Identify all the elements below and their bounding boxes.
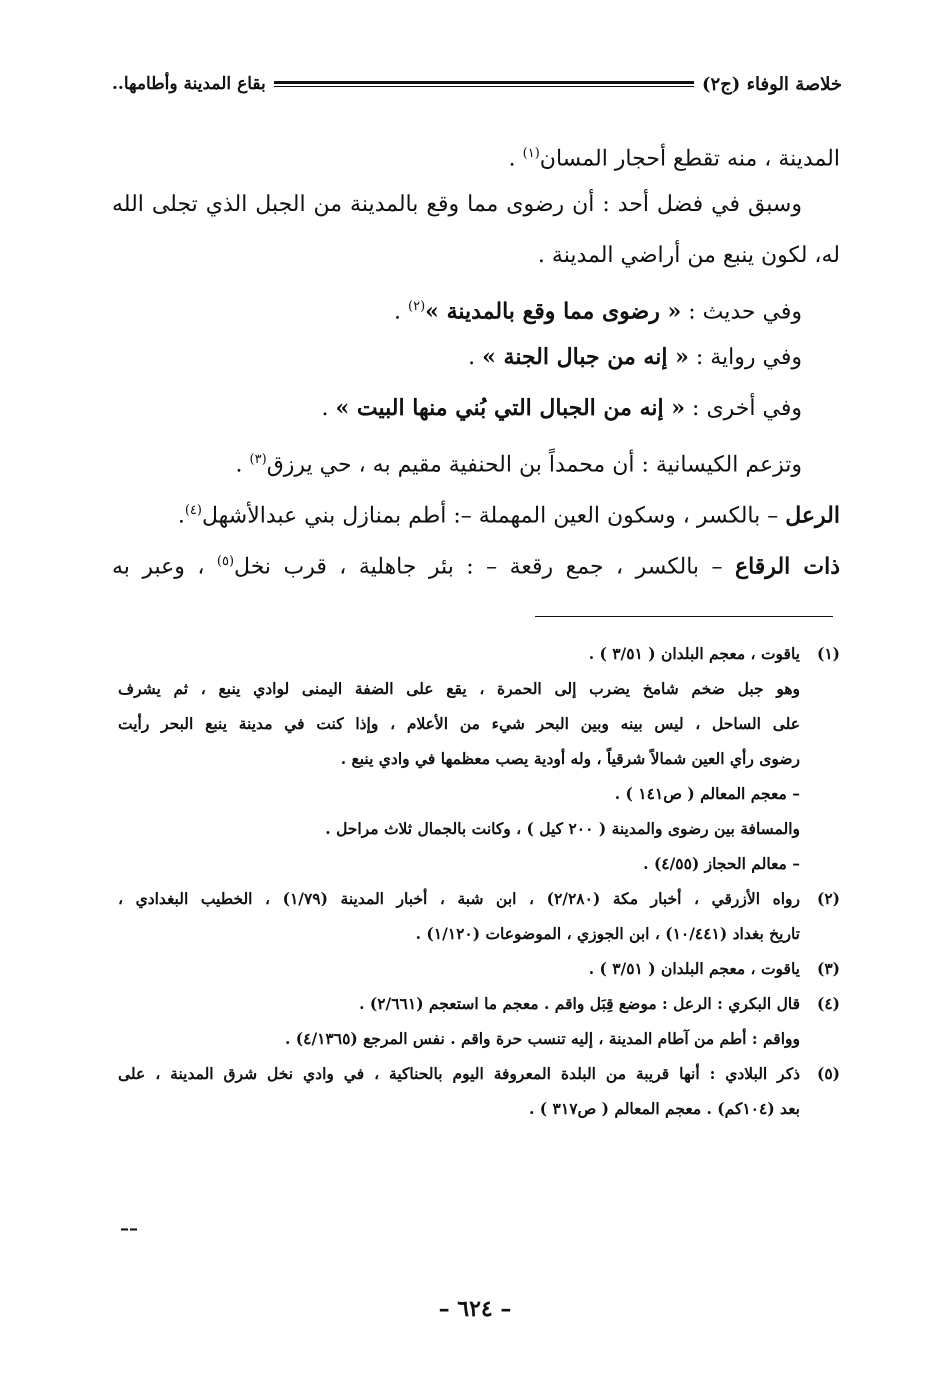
text-run: وفي أخرى : <box>685 396 802 421</box>
footnotes <box>118 636 840 1126</box>
text-run: « إنه من جبال الجنة » <box>482 344 689 370</box>
text-run: وتزعم الكيسانية : أن محمداً بن الحنفية مقيم به ، حي يرزق <box>266 452 802 478</box>
footnote-line <box>118 986 840 1021</box>
footnote-text: رضوى رأي العين شمالاً شرقياً ، وله أودية يصب معظمها في وادي ينبع . <box>340 749 800 768</box>
text-run: . <box>321 396 336 421</box>
footnote-line <box>118 811 840 846</box>
text-run: . <box>468 345 483 370</box>
body-line <box>112 383 840 434</box>
footnote-line <box>118 881 840 916</box>
footnote-number: (٤) <box>816 994 840 1013</box>
footnote-line <box>118 1056 840 1091</box>
footnote-line <box>118 706 840 741</box>
text-run: . <box>394 299 409 325</box>
footnote-line <box>118 671 840 706</box>
body-line <box>112 485 840 536</box>
text-run: – بالكسر ، وسكون العين المهملة –: أطم بمنازل بني عبدالأشهل <box>201 503 786 529</box>
footnote-line <box>118 916 840 951</box>
footnote-number: (٢) <box>816 889 840 908</box>
footnote-line <box>118 636 840 671</box>
text-run: . <box>235 452 250 478</box>
text-run: « رضوى مما وقع بالمدينة » <box>425 298 682 325</box>
footnote-text: – معالم الحجاز (٤/٥٥) . <box>643 854 800 873</box>
header-subtitle: بقاع المدينة وأطامها.. <box>112 74 266 94</box>
footnote-number: (٥) <box>816 1064 840 1083</box>
footnote-text: بعد (١٠٤كم) . معجم المعالم ( ص٣١٧ ) . <box>529 1099 800 1118</box>
footnote-line <box>118 951 840 986</box>
footnote-number: (٣) <box>816 959 840 978</box>
text-run: ، وعبر به <box>112 554 217 580</box>
text-run: « إنه من الجبال التي بُني منها البيت » <box>335 395 686 421</box>
text-run: . <box>508 146 523 172</box>
body-line <box>112 128 840 179</box>
header-title: خلاصة الوفاء (ج٢) <box>701 73 842 95</box>
page-number: – ٦٢٤ – <box>438 1296 512 1322</box>
text-run: الرعل <box>785 502 840 529</box>
text-run: . <box>177 503 185 529</box>
footnote-text: والمسافة بين رضوى والمدينة ( ٢٠٠ كيل ) ، وكانت بالجمال ثلاث مراحل . <box>325 819 800 838</box>
text-run: وفي رواية : <box>688 345 802 370</box>
footnote-text: ياقوت ، معجم البلدان ( ٣/٥١ ) . <box>588 644 800 663</box>
footnote-text: ياقوت ، معجم البلدان ( ٣/٥١ ) . <box>588 959 800 978</box>
text-run: وسبق في فضل أحد : أن رضوى مما وقع بالمدينة من الجبل الذي تجلى الله <box>112 192 802 217</box>
footnote-text: ذكر البلادي : أنها قريبة من البلدة المعروفة اليوم بالحناكية ، في وادي نخل شرق المدينة ، على <box>118 1064 800 1083</box>
body-line <box>112 434 840 485</box>
text-run: المدينة ، منه تقطع أحجار المسان <box>539 146 840 172</box>
body-line <box>112 179 840 230</box>
footnote-text: رواه الأزرقي ، أخبار مكة (٢/٢٨٠) ، ابن شبة ، أخبار المدينة (١/٧٩) ، الخطيب البغدادي ، <box>118 889 800 908</box>
footnote-ref: (٥) <box>216 554 235 569</box>
footnote-text: قال البكري : الرعل : موضع قِبَل واقم . معجم ما استعجم (٢/٦٦١) . <box>359 994 800 1013</box>
body-text <box>112 128 840 587</box>
dash-mark: –– <box>120 1218 138 1239</box>
footnote-number: (١) <box>816 644 840 663</box>
body-line <box>112 332 840 383</box>
footnote-ref: (٢) <box>408 299 426 314</box>
footnote-text: على الساحل ، ليس بينه وبين البحر شيء من الأعلام ، وإذا كنت في مدينة ينبع البحر رأيت <box>118 714 800 733</box>
body-line <box>112 536 840 587</box>
footnote-line <box>118 1091 840 1126</box>
text-run: له، لكون ينبع من أراضي المدينة . <box>537 243 840 268</box>
footnote-text: وواقم : أطم من آطام المدينة ، إليه تنسب حرة واقم . نفس المرجع (٤/١٣٦٥) . <box>284 1029 800 1048</box>
text-run: – بالكسر ، جمع رقعة – : بئر جاهلية ، قرب نخل <box>234 554 735 580</box>
footnote-line <box>118 1021 840 1056</box>
footnote-text: وهو جبل ضخم شامخ يضرب إلى الحمرة ، يقع على الضفة اليمنى لوادي ينبع ، ثم يشرف <box>118 679 800 698</box>
body-line <box>112 281 840 332</box>
text-run: ذات الرقاع <box>734 553 840 580</box>
footnote-line <box>118 846 840 881</box>
running-header <box>112 66 842 102</box>
footnote-text: – معجم المعالم ( ص١٤١ ) . <box>614 784 800 803</box>
body-line <box>112 230 840 281</box>
footnote-separator <box>535 616 833 617</box>
footnote-line <box>118 741 840 776</box>
footnote-line <box>118 776 840 811</box>
footnote-ref: (١) <box>522 146 540 161</box>
footnote-ref: (٣) <box>249 452 267 467</box>
footnote-ref: (٤) <box>184 503 202 518</box>
footnote-text: تاريخ بغداد (١٠/٤٤١) ، ابن الجوزي ، الموضوعات (١/١٢٠) . <box>415 924 800 943</box>
header-rule <box>274 81 694 87</box>
text-run: وفي حديث : <box>681 299 802 325</box>
